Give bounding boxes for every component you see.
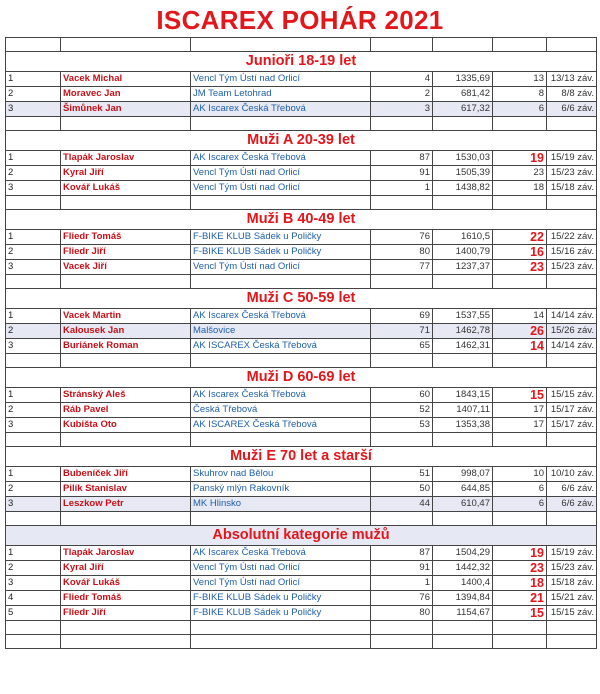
empty-cell — [6, 354, 61, 368]
category-header — [6, 210, 597, 230]
position-cell: 2 — [6, 482, 61, 497]
result-row — [6, 87, 597, 102]
rider-name: Kalousek Jan — [61, 324, 191, 339]
rider-name: Vacek Jiří — [61, 260, 191, 275]
results-table — [5, 37, 597, 649]
empty-cell — [6, 635, 61, 649]
club-name: Česká Třebová — [191, 403, 371, 418]
result-row — [6, 102, 597, 117]
points-cell: 1394,84 — [433, 591, 493, 606]
result-row — [6, 591, 597, 606]
empty-cell — [493, 512, 547, 526]
points-cell: 644,85 — [433, 482, 493, 497]
points-cell: 1400,4 — [433, 576, 493, 591]
start-number: 87 — [371, 546, 433, 561]
empty-cell — [433, 354, 493, 368]
result-row — [6, 151, 597, 166]
position-cell: 3 — [6, 576, 61, 591]
points-cell: 1237,37 — [433, 260, 493, 275]
empty-cell — [433, 512, 493, 526]
races-counted-cell: 15/22 záv. — [547, 230, 597, 245]
empty-cell — [493, 433, 547, 447]
start-number: 44 — [371, 497, 433, 512]
race-count-cell: 19 — [493, 546, 547, 561]
blank-row — [6, 621, 597, 635]
result-row — [6, 309, 597, 324]
points-cell: 610,47 — [433, 497, 493, 512]
rider-name: Kubišta Oto — [61, 418, 191, 433]
result-row — [6, 606, 597, 621]
rider-name: Fliedr Tomáš — [61, 230, 191, 245]
empty-cell — [547, 635, 597, 649]
points-cell: 1462,78 — [433, 324, 493, 339]
empty-cell — [371, 196, 433, 210]
position-cell: 1 — [6, 546, 61, 561]
result-row — [6, 388, 597, 403]
race-count-cell: 14 — [493, 309, 547, 324]
empty-cell — [191, 275, 371, 289]
races-counted-cell: 15/16 záv. — [547, 245, 597, 260]
rider-name: Šimůnek Jan — [61, 102, 191, 117]
position-cell: 2 — [6, 245, 61, 260]
empty-cell — [6, 38, 61, 52]
result-row — [6, 467, 597, 482]
points-cell: 1610,5 — [433, 230, 493, 245]
category-title: Junioři 18-19 let — [6, 52, 597, 72]
points-cell: 1537,55 — [433, 309, 493, 324]
race-count-cell: 10 — [493, 467, 547, 482]
club-name: Malšovice — [191, 324, 371, 339]
races-counted-cell: 15/17 záv. — [547, 403, 597, 418]
race-count-cell: 8 — [493, 87, 547, 102]
club-name: Vencl Tým Ústí nad Orlicí — [191, 576, 371, 591]
empty-cell — [371, 621, 433, 635]
result-row — [6, 482, 597, 497]
empty-cell — [547, 275, 597, 289]
race-count-cell: 17 — [493, 403, 547, 418]
race-count-cell: 15 — [493, 606, 547, 621]
empty-cell — [493, 117, 547, 131]
position-cell: 1 — [6, 230, 61, 245]
result-row — [6, 230, 597, 245]
empty-cell — [371, 38, 433, 52]
blank-row — [6, 635, 597, 649]
empty-cell — [191, 196, 371, 210]
empty-cell — [433, 433, 493, 447]
rider-name: Fliedr Jiří — [61, 606, 191, 621]
race-count-cell: 23 — [493, 561, 547, 576]
club-name: JM Team Letohrad — [191, 87, 371, 102]
races-counted-cell: 6/6 záv. — [547, 482, 597, 497]
points-cell: 1530,03 — [433, 151, 493, 166]
start-number: 65 — [371, 339, 433, 354]
empty-cell — [191, 354, 371, 368]
result-row — [6, 561, 597, 576]
rider-name: Kyral Jiří — [61, 561, 191, 576]
result-row — [6, 260, 597, 275]
race-count-cell: 6 — [493, 482, 547, 497]
position-cell: 2 — [6, 324, 61, 339]
blank-row — [6, 512, 597, 526]
empty-cell — [6, 433, 61, 447]
club-name: AK ISCAREX Česká Třebová — [191, 339, 371, 354]
rider-name: Moravec Jan — [61, 87, 191, 102]
start-number: 2 — [371, 87, 433, 102]
race-count-cell: 18 — [493, 181, 547, 196]
rider-name: Fliedr Jiří — [61, 245, 191, 260]
points-cell: 1335,69 — [433, 72, 493, 87]
empty-cell — [547, 512, 597, 526]
rider-name: Kovář Lukáš — [61, 181, 191, 196]
start-number: 76 — [371, 591, 433, 606]
empty-cell — [433, 38, 493, 52]
races-counted-cell: 8/8 záv. — [547, 87, 597, 102]
empty-cell — [6, 196, 61, 210]
position-cell: 2 — [6, 87, 61, 102]
rider-name: Ráb Pavel — [61, 403, 191, 418]
race-count-cell: 13 — [493, 72, 547, 87]
start-number: 50 — [371, 482, 433, 497]
result-row — [6, 403, 597, 418]
empty-cell — [547, 621, 597, 635]
empty-cell — [191, 635, 371, 649]
category-header — [6, 368, 597, 388]
rider-name: Kyral Jiří — [61, 166, 191, 181]
category-title: Muži E 70 let a starší — [6, 447, 597, 467]
club-name: Vencl Tým Ústí nad Orlicí — [191, 561, 371, 576]
club-name: AK ISCAREX Česká Třebová — [191, 418, 371, 433]
start-number: 4 — [371, 72, 433, 87]
position-cell: 1 — [6, 467, 61, 482]
race-count-cell: 6 — [493, 102, 547, 117]
rider-name: Bubeníček Jiří — [61, 467, 191, 482]
race-count-cell: 18 — [493, 576, 547, 591]
empty-cell — [547, 354, 597, 368]
club-name: AK Iscarex Česká Třebová — [191, 388, 371, 403]
start-number: 91 — [371, 561, 433, 576]
empty-cell — [61, 433, 191, 447]
empty-cell — [6, 117, 61, 131]
races-counted-cell: 15/23 záv. — [547, 561, 597, 576]
rider-name: Pilík Stanislav — [61, 482, 191, 497]
category-title: Absolutní kategorie mužů — [6, 526, 597, 546]
position-cell: 2 — [6, 166, 61, 181]
start-number: 3 — [371, 102, 433, 117]
category-title: Muži D 60-69 let — [6, 368, 597, 388]
position-cell: 3 — [6, 339, 61, 354]
results-body — [6, 38, 597, 649]
start-number: 77 — [371, 260, 433, 275]
category-header — [6, 52, 597, 72]
empty-cell — [61, 635, 191, 649]
empty-cell — [191, 38, 371, 52]
category-header — [6, 289, 597, 309]
rider-name: Kovář Lukáš — [61, 576, 191, 591]
position-cell: 2 — [6, 403, 61, 418]
points-cell: 998,07 — [433, 467, 493, 482]
empty-cell — [547, 117, 597, 131]
points-cell: 1407,11 — [433, 403, 493, 418]
category-header — [6, 526, 597, 546]
points-cell: 1400,79 — [433, 245, 493, 260]
empty-cell — [61, 117, 191, 131]
race-count-cell: 17 — [493, 418, 547, 433]
races-counted-cell: 15/15 záv. — [547, 606, 597, 621]
points-cell: 1843,15 — [433, 388, 493, 403]
empty-cell — [493, 275, 547, 289]
points-cell: 1504,29 — [433, 546, 493, 561]
race-count-cell: 22 — [493, 230, 547, 245]
rider-name: Vacek Michal — [61, 72, 191, 87]
position-cell: 1 — [6, 72, 61, 87]
empty-cell — [493, 621, 547, 635]
position-cell: 3 — [6, 260, 61, 275]
position-cell: 3 — [6, 181, 61, 196]
empty-cell — [493, 354, 547, 368]
empty-cell — [371, 117, 433, 131]
races-counted-cell: 13/13 záv. — [547, 72, 597, 87]
empty-cell — [433, 635, 493, 649]
club-name: AK Iscarex Česká Třebová — [191, 546, 371, 561]
category-title: Muži A 20-39 let — [6, 131, 597, 151]
result-row — [6, 418, 597, 433]
rider-name: Stránský Aleš — [61, 388, 191, 403]
empty-cell — [547, 433, 597, 447]
race-count-cell: 23 — [493, 166, 547, 181]
empty-cell — [433, 275, 493, 289]
start-number: 87 — [371, 151, 433, 166]
points-cell: 681,42 — [433, 87, 493, 102]
start-number: 1 — [371, 181, 433, 196]
empty-cell — [371, 512, 433, 526]
races-counted-cell: 15/26 záv. — [547, 324, 597, 339]
races-counted-cell: 15/21 záv. — [547, 591, 597, 606]
points-cell: 1442,32 — [433, 561, 493, 576]
position-cell: 4 — [6, 591, 61, 606]
result-row — [6, 339, 597, 354]
empty-cell — [433, 621, 493, 635]
races-counted-cell: 15/17 záv. — [547, 418, 597, 433]
race-count-cell: 14 — [493, 339, 547, 354]
result-row — [6, 546, 597, 561]
races-counted-cell: 15/19 záv. — [547, 151, 597, 166]
empty-cell — [61, 196, 191, 210]
blank-row — [6, 433, 597, 447]
start-number: 69 — [371, 309, 433, 324]
result-row — [6, 497, 597, 512]
empty-cell — [547, 38, 597, 52]
position-cell: 2 — [6, 561, 61, 576]
empty-cell — [191, 621, 371, 635]
rider-name: Leszkow Petr — [61, 497, 191, 512]
empty-cell — [371, 275, 433, 289]
race-count-cell: 19 — [493, 151, 547, 166]
blank-row — [6, 354, 597, 368]
race-count-cell: 23 — [493, 260, 547, 275]
points-cell: 1353,38 — [433, 418, 493, 433]
club-name: Vencl Tým Ústí nad Orlicí — [191, 181, 371, 196]
start-number: 52 — [371, 403, 433, 418]
start-number: 91 — [371, 166, 433, 181]
empty-cell — [61, 621, 191, 635]
start-number: 80 — [371, 245, 433, 260]
blank-row — [6, 196, 597, 210]
empty-cell — [493, 38, 547, 52]
start-number: 51 — [371, 467, 433, 482]
empty-cell — [433, 117, 493, 131]
empty-cell — [6, 275, 61, 289]
result-row — [6, 166, 597, 181]
race-count-cell: 6 — [493, 497, 547, 512]
empty-cell — [493, 196, 547, 210]
page-title: ISCAREX POHÁR 2021 — [156, 5, 444, 35]
club-name: F-BIKE KLUB Sádek u Poličky — [191, 230, 371, 245]
races-counted-cell: 15/18 záv. — [547, 576, 597, 591]
club-name: Vencl Tým Ústí nad Orlicí — [191, 260, 371, 275]
points-cell: 1438,82 — [433, 181, 493, 196]
club-name: Panský mlýn Rakovník — [191, 482, 371, 497]
empty-cell — [61, 275, 191, 289]
points-cell: 1462,31 — [433, 339, 493, 354]
category-title: Muži B 40-49 let — [6, 210, 597, 230]
start-number: 53 — [371, 418, 433, 433]
empty-cell — [6, 512, 61, 526]
result-row — [6, 72, 597, 87]
club-name: Skuhrov nad Bělou — [191, 467, 371, 482]
club-name: F-BIKE KLUB Sádek u Poličky — [191, 245, 371, 260]
result-row — [6, 245, 597, 260]
blank-row — [6, 117, 597, 131]
races-counted-cell: 15/23 záv. — [547, 166, 597, 181]
club-name: AK Iscarex Česká Třebová — [191, 102, 371, 117]
rider-name: Fliedr Tomáš — [61, 591, 191, 606]
rider-name: Tlapák Jaroslav — [61, 546, 191, 561]
empty-cell — [191, 512, 371, 526]
result-row — [6, 181, 597, 196]
position-cell: 3 — [6, 418, 61, 433]
points-cell: 617,32 — [433, 102, 493, 117]
club-name: AK Iscarex Česká Třebová — [191, 151, 371, 166]
races-counted-cell: 14/14 záv. — [547, 339, 597, 354]
points-cell: 1154,67 — [433, 606, 493, 621]
category-title: Muži C 50-59 let — [6, 289, 597, 309]
club-name: Vencl Tým Ústí nad Orlicí — [191, 166, 371, 181]
start-number: 60 — [371, 388, 433, 403]
empty-cell — [371, 354, 433, 368]
club-name: AK Iscarex Česká Třebová — [191, 309, 371, 324]
blank-row — [6, 38, 597, 52]
blank-row — [6, 275, 597, 289]
position-cell: 1 — [6, 309, 61, 324]
races-counted-cell: 10/10 záv. — [547, 467, 597, 482]
race-count-cell: 16 — [493, 245, 547, 260]
empty-cell — [493, 635, 547, 649]
rider-name: Vacek Martin — [61, 309, 191, 324]
start-number: 76 — [371, 230, 433, 245]
result-row — [6, 324, 597, 339]
position-cell: 3 — [6, 497, 61, 512]
result-row — [6, 576, 597, 591]
empty-cell — [371, 433, 433, 447]
empty-cell — [61, 512, 191, 526]
races-counted-cell: 15/19 záv. — [547, 546, 597, 561]
race-count-cell: 15 — [493, 388, 547, 403]
position-cell: 5 — [6, 606, 61, 621]
empty-cell — [191, 433, 371, 447]
races-counted-cell: 6/6 záv. — [547, 102, 597, 117]
rider-name: Tlapák Jaroslav — [61, 151, 191, 166]
races-counted-cell: 15/18 záv. — [547, 181, 597, 196]
races-counted-cell: 6/6 záv. — [547, 497, 597, 512]
empty-cell — [433, 196, 493, 210]
start-number: 1 — [371, 576, 433, 591]
race-count-cell: 21 — [493, 591, 547, 606]
races-counted-cell: 14/14 záv. — [547, 309, 597, 324]
club-name: F-BIKE KLUB Sádek u Poličky — [191, 606, 371, 621]
club-name: F-BIKE KLUB Sádek u Poličky — [191, 591, 371, 606]
race-count-cell: 26 — [493, 324, 547, 339]
empty-cell — [61, 38, 191, 52]
position-cell: 3 — [6, 102, 61, 117]
empty-cell — [547, 196, 597, 210]
points-cell: 1505,39 — [433, 166, 493, 181]
races-counted-cell: 15/15 záv. — [547, 388, 597, 403]
empty-cell — [61, 354, 191, 368]
empty-cell — [6, 621, 61, 635]
start-number: 71 — [371, 324, 433, 339]
club-name: Vencl Tým Ústí nad Orlicí — [191, 72, 371, 87]
position-cell: 1 — [6, 151, 61, 166]
rider-name: Buriánek Roman — [61, 339, 191, 354]
races-counted-cell: 15/23 záv. — [547, 260, 597, 275]
empty-cell — [191, 117, 371, 131]
empty-cell — [371, 635, 433, 649]
category-header — [6, 131, 597, 151]
start-number: 80 — [371, 606, 433, 621]
club-name: MK Hlinsko — [191, 497, 371, 512]
position-cell: 1 — [6, 388, 61, 403]
category-header — [6, 447, 597, 467]
